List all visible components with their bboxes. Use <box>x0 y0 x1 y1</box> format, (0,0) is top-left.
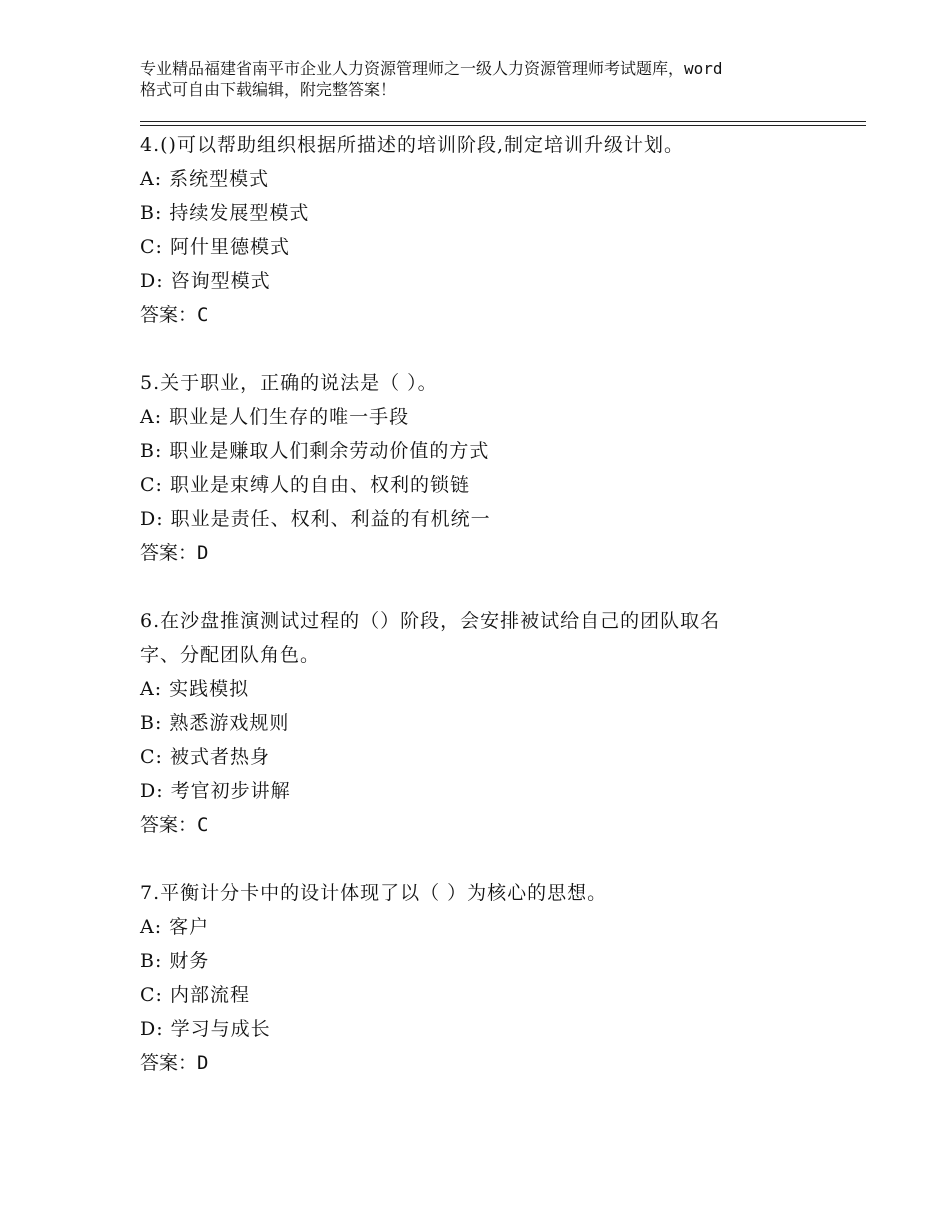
question-6 <box>140 604 860 842</box>
question-text: 4.()可以帮助组织根据所描述的培训阶段,制定培训升级计划。 <box>140 134 684 156</box>
answer-label: 答案： <box>140 304 198 326</box>
answer-label: 答案： <box>140 814 198 836</box>
answer-value: D <box>197 542 209 564</box>
option-d: D: 职业是责任、权利、利益的有机统一 <box>140 508 491 530</box>
header-line-1: 专业精品福建省南平市企业人力资源管理师之一级人力资源管理师考试题库，word <box>140 59 723 78</box>
answer <box>140 808 860 842</box>
document-header <box>140 58 830 100</box>
question-text: 5.关于职业，正确的说法是（ ）。 <box>140 372 438 394</box>
question-text: 7.平衡计分卡中的设计体现了以（ ）为核心的思想。 <box>140 882 608 904</box>
question-text-line-2: 字、分配团队角色。 <box>140 644 321 666</box>
question-7 <box>140 876 860 1080</box>
answer-label: 答案： <box>140 542 198 564</box>
option-a: A: 客户 <box>140 916 210 938</box>
header-line-2: 格式可自由下载编辑，附完整答案！ <box>140 80 397 99</box>
question-5 <box>140 366 860 570</box>
answer <box>140 298 860 332</box>
option-b: B: 财务 <box>140 950 210 972</box>
option-c: C: 职业是束缚人的自由、权利的锁链 <box>140 474 470 496</box>
option-b: B: 职业是赚取人们剩余劳动价值的方式 <box>140 440 490 462</box>
option-d: D: 学习与成长 <box>140 1018 271 1040</box>
option-d: D: 考官初步讲解 <box>140 780 291 802</box>
question-4 <box>140 128 860 332</box>
question-list <box>140 128 860 1114</box>
option-d: D: 咨询型模式 <box>140 270 271 292</box>
option-b: B: 持续发展型模式 <box>140 202 310 224</box>
option-b: B: 熟悉游戏规则 <box>140 712 290 734</box>
option-c: C: 阿什里德模式 <box>140 236 290 258</box>
option-a: A: 实践模拟 <box>140 678 250 700</box>
answer-value: C <box>197 814 209 836</box>
option-c: C: 内部流程 <box>140 984 250 1006</box>
option-c: C: 被式者热身 <box>140 746 270 768</box>
question-text-line-1: 6.在沙盘推演测试过程的（）阶段，会安排被试给自己的团队取名 <box>140 610 721 632</box>
answer <box>140 1046 860 1080</box>
answer <box>140 536 860 570</box>
answer-label: 答案： <box>140 1052 198 1074</box>
answer-value: D <box>197 1052 209 1074</box>
option-a: A: 职业是人们生存的唯一手段 <box>140 406 410 428</box>
option-a: A: 系统型模式 <box>140 168 270 190</box>
header-divider-top <box>140 121 866 122</box>
header-divider-bottom <box>140 125 866 126</box>
answer-value: C <box>197 304 209 326</box>
